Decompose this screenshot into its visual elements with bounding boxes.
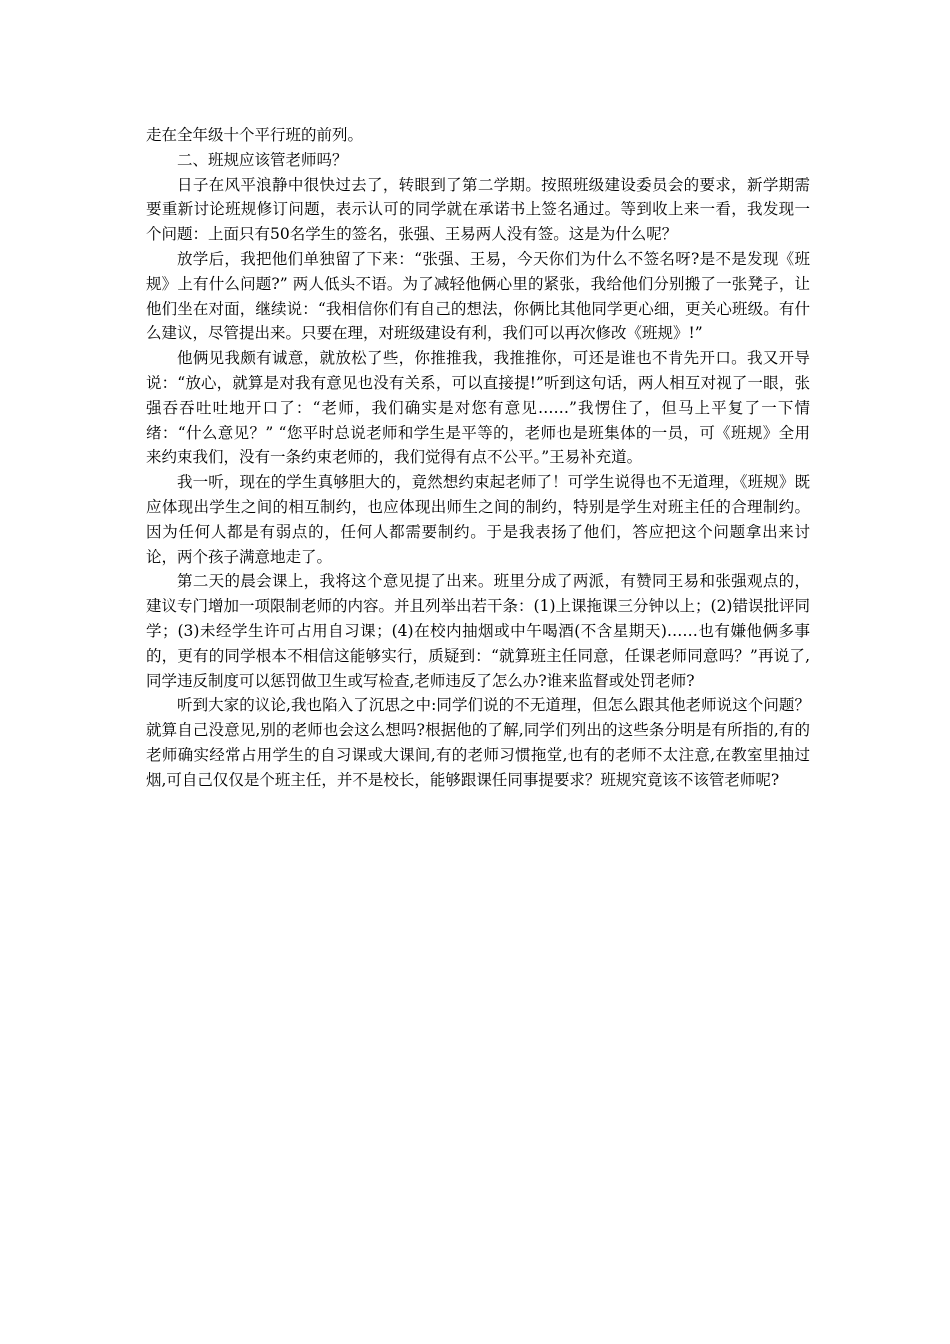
document-body [146,123,810,793]
paragraph: 放学后，我把他们单独留了下来：“张强、王易，今天你们为什么不签名呀?是不是发现《班规》上有什么问题?” 两人低头不语。为了减轻他俩心里的紧张，我给他们分别搬了一张凳子，让他们坐在对面，继续说：“我相信你们有自己的想法，你俩比其他同学更心细，更关心班级。有什么建议，尽管提出来。只要在理，对班级建设有利，我们可以再次修改《班规》!” [146,249,810,343]
paragraph: 我一听，现在的学生真够胆大的，竟然想约束起老师了！可学生说得也不无道理，《班规》既应体现出学生之间的相互制约，也应体现出师生之间的制约，特别是学生对班主任的合理制约。因为任何人都是有弱点的，任何人都需要制约。于是我表扬了他们，答应把这个问题拿出来讨论，两个孩子满意地走了。 [146,473,810,566]
paragraph: 日子在风平浪静中很快过去了，转眼到了第二学期。按照班级建设委员会的要求，新学期需要重新讨论班规修订问题，表示认可的同学就在承诺书上签名通过。等到收上来一看，我发现一个问题：上面只有50名学生的签名，张强、王易两人没有签。这是为什么呢？ [146,175,810,244]
paragraph-continuation: 走在全年级十个平行班的前列。 [146,126,364,144]
paragraph: 第二天的晨会课上，我将这个意见提了出来。班里分成了两派，有赞同王易和张强观点的，建议专门增加一项限制老师的内容。并且列举出若干条：(1)上课拖课三分钟以上；(2)错误批评同学；(3)未经学生许可占用自习课；(4)在校内抽烟或中午喝酒(不含星期天)……也有嫌他俩多事的，更有的同学根本不相信这能够实行，质疑到：“就算班主任同意，任课老师同意吗？”再说了,同学违反制度可以惩罚做卫生或写检查,老师违反了怎么办?谁来监督或处罚老师? [146,572,810,690]
section-heading: 二、班规应该管老师吗？ [177,150,348,169]
paragraph: 他俩见我颇有诚意，就放松了些，你推推我，我推推你，可还是谁也不肯先开口。我又开导说：“放心，就算是对我有意见也没有关系，可以直接提!”听到这句话，两人相互对视了一眼，张强吞吞吐吐地开口了：“老师，我们确实是对您有意见……”我愣住了，但马上平复了一下情绪：“什么意见？” “您平时总说老师和学生是平等的，老师也是班集体的一员，可《班规》全用来约束我们，没有一条约束老师的，我们觉得有点不公平。”王易补充道。 [146,349,810,467]
paragraph: 听到大家的议论,我也陷入了沉思之中:同学们说的不无道理，但怎么跟其他老师说这个问题？就算自己没意见,别的老师也会这么想吗?根据他的了解,同学们列出的这些条分明是有所指的,有的老师确实经常占用学生的自习课或大课间,有的老师习惯拖堂,也有的老师不太注意,在教室里抽过烟,可自己仅仅是个班主任，并不是校长，能够跟课任同事提要求？班规究竟该不该管老师呢? [146,696,810,789]
